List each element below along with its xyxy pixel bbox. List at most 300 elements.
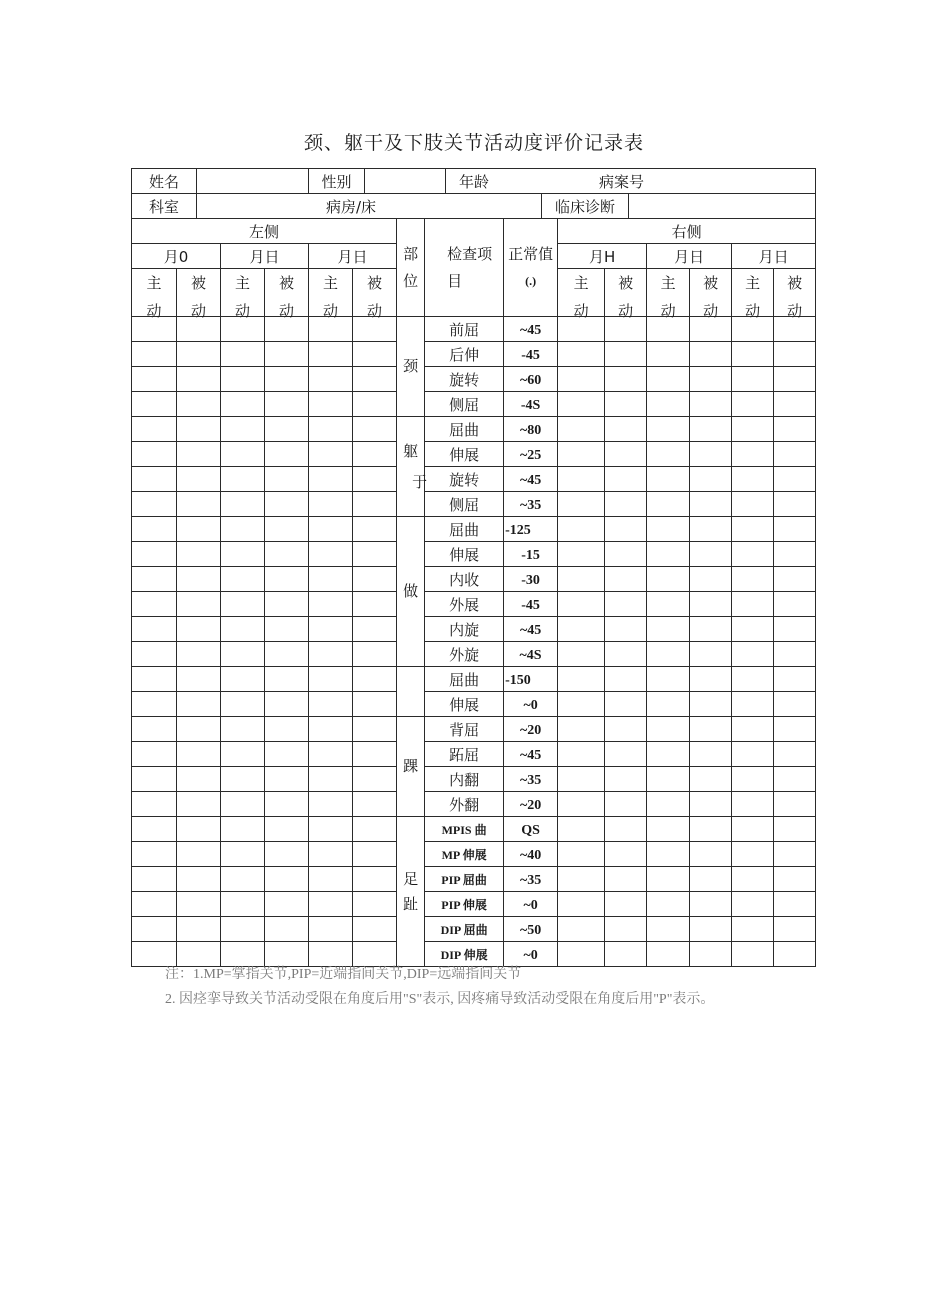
right-record-cell — [732, 742, 774, 767]
normal-value-cell: -15 — [504, 542, 558, 567]
right-record-cell — [774, 742, 816, 767]
left-record-cell — [353, 542, 397, 567]
right-record-cell — [647, 467, 690, 492]
right-record-cell — [605, 492, 647, 517]
patient-info-row-2 — [131, 193, 816, 219]
right-record-cell — [647, 567, 690, 592]
exam-item-cell: MP 伸展 — [425, 842, 504, 867]
exam-item-cell: 伸展 — [425, 692, 504, 717]
left-record-cell — [309, 542, 353, 567]
table-row — [132, 342, 816, 367]
exam-item-cell: 前屈 — [425, 317, 504, 342]
left-record-cell — [265, 792, 309, 817]
right-record-cell — [774, 942, 816, 967]
exam-item-cell: MPIS 曲 — [425, 817, 504, 842]
right-record-cell — [647, 742, 690, 767]
right-record-cell — [732, 642, 774, 667]
left-record-cell — [132, 517, 177, 542]
left-record-cell — [353, 592, 397, 617]
right-record-cell — [690, 392, 732, 417]
right-date-3: 月日 — [732, 244, 816, 269]
measurement-rows — [132, 317, 816, 967]
left-record-cell — [309, 517, 353, 542]
left-record-cell — [353, 792, 397, 817]
left-record-cell — [265, 417, 309, 442]
left-record-cell — [265, 692, 309, 717]
left-record-cell — [353, 617, 397, 642]
left-date-3: 月日 — [309, 244, 397, 269]
active-label: 主动 — [323, 274, 339, 320]
right-record-cell — [732, 517, 774, 542]
right-record-cell — [732, 867, 774, 892]
right-record-cell — [558, 867, 605, 892]
normal-value-cell: ~35 — [504, 767, 558, 792]
right-record-cell — [647, 392, 690, 417]
left-record-cell — [221, 742, 265, 767]
right-record-cell — [558, 692, 605, 717]
right-record-cell — [558, 942, 605, 967]
table-row — [132, 367, 816, 392]
right-passive-header-3 — [774, 269, 816, 320]
left-record-cell — [353, 517, 397, 542]
right-record-cell — [690, 642, 732, 667]
left-record-cell — [221, 917, 265, 942]
left-record-cell — [221, 792, 265, 817]
right-record-cell — [558, 417, 605, 442]
left-record-cell — [353, 342, 397, 367]
right-record-cell — [605, 442, 647, 467]
left-record-cell — [221, 367, 265, 392]
right-record-cell — [605, 367, 647, 392]
right-record-cell — [558, 542, 605, 567]
left-record-cell — [221, 392, 265, 417]
left-record-cell — [309, 592, 353, 617]
active-label: 主动 — [235, 274, 251, 320]
left-active-header-2 — [221, 269, 265, 320]
body-part-char: 足 — [403, 869, 419, 888]
left-record-cell — [309, 617, 353, 642]
left-record-cell — [265, 542, 309, 567]
right-record-cell — [647, 867, 690, 892]
right-date-1: 月H — [558, 244, 647, 269]
body-part-label — [403, 579, 418, 604]
left-record-cell — [132, 567, 177, 592]
body-part-cell — [397, 317, 425, 417]
exam-item-cell: 内翻 — [425, 767, 504, 792]
normal-value-cell: ~35 — [504, 867, 558, 892]
left-record-cell — [353, 567, 397, 592]
right-record-cell — [690, 892, 732, 917]
right-record-cell — [605, 542, 647, 567]
right-record-cell — [605, 342, 647, 367]
left-record-cell — [132, 642, 177, 667]
normal-value-cell: ~0 — [504, 692, 558, 717]
left-record-cell — [177, 842, 221, 867]
right-record-cell — [774, 342, 816, 367]
right-record-cell — [690, 617, 732, 642]
right-record-cell — [732, 792, 774, 817]
table-row — [132, 517, 816, 542]
left-record-cell — [309, 917, 353, 942]
left-record-cell — [132, 692, 177, 717]
left-record-cell — [265, 767, 309, 792]
left-record-cell — [177, 467, 221, 492]
normal-value-cell: ~0 — [504, 892, 558, 917]
right-record-cell — [732, 817, 774, 842]
right-record-cell — [774, 717, 816, 742]
normal-value-cell: ~0 — [504, 942, 558, 967]
exam-item-cell: 屈曲 — [425, 417, 504, 442]
left-record-cell — [132, 917, 177, 942]
body-part-label — [403, 867, 418, 917]
normal-value-cell: ~25 — [504, 442, 558, 467]
right-record-cell — [774, 517, 816, 542]
right-record-cell — [774, 542, 816, 567]
left-record-cell — [132, 867, 177, 892]
left-record-cell — [309, 492, 353, 517]
left-passive-header-2 — [265, 269, 309, 320]
body-part-cell — [397, 517, 425, 667]
left-record-cell — [132, 892, 177, 917]
right-record-cell — [732, 342, 774, 367]
right-record-cell — [690, 417, 732, 442]
sex-label: 性别 — [309, 169, 365, 194]
table-row — [132, 542, 816, 567]
exam-item-cell: 伸展 — [425, 442, 504, 467]
right-record-cell — [774, 667, 816, 692]
right-record-cell — [732, 467, 774, 492]
right-record-cell — [558, 442, 605, 467]
name-label: 姓名 — [132, 169, 197, 194]
left-record-cell — [353, 417, 397, 442]
left-record-cell — [353, 742, 397, 767]
right-record-cell — [690, 817, 732, 842]
left-record-cell — [177, 742, 221, 767]
table-row — [132, 492, 816, 517]
right-record-cell — [558, 492, 605, 517]
right-record-cell — [647, 792, 690, 817]
right-record-cell — [605, 592, 647, 617]
right-record-cell — [605, 892, 647, 917]
right-record-cell — [647, 917, 690, 942]
right-record-cell — [605, 692, 647, 717]
right-record-cell — [605, 717, 647, 742]
left-record-cell — [265, 892, 309, 917]
right-active-header-2 — [647, 269, 690, 320]
left-record-cell — [221, 417, 265, 442]
exam-item-cell: 旋转 — [425, 367, 504, 392]
normal-value-unit: (.) — [525, 273, 537, 288]
left-record-cell — [353, 467, 397, 492]
right-record-cell — [774, 592, 816, 617]
left-active-header-3 — [309, 269, 353, 320]
table-row — [132, 892, 816, 917]
range-of-motion-table — [131, 218, 816, 967]
right-record-cell — [732, 617, 774, 642]
left-record-cell — [177, 492, 221, 517]
left-record-cell — [353, 892, 397, 917]
right-record-cell — [558, 667, 605, 692]
exam-item-cell: 屈曲 — [425, 517, 504, 542]
active-label: 主动 — [146, 274, 162, 320]
department-label: 科室 — [132, 194, 197, 219]
left-record-cell — [265, 367, 309, 392]
right-record-cell — [774, 567, 816, 592]
exam-item-cell: DIP 伸展 — [425, 942, 504, 967]
age-record-cell — [446, 169, 816, 194]
normal-value-cell: ~60 — [504, 367, 558, 392]
left-record-cell — [132, 542, 177, 567]
right-record-cell — [558, 717, 605, 742]
right-record-cell — [774, 492, 816, 517]
right-record-cell — [690, 467, 732, 492]
body-part-cell — [397, 717, 425, 817]
table-row — [132, 742, 816, 767]
left-passive-header-3 — [353, 269, 397, 320]
right-record-cell — [732, 567, 774, 592]
table-row — [132, 767, 816, 792]
table-row — [132, 617, 816, 642]
diagnosis-label: 临床诊断 — [542, 194, 629, 219]
right-record-cell — [605, 942, 647, 967]
left-active-header-1 — [132, 269, 177, 320]
right-record-cell — [647, 717, 690, 742]
ward-bed-label: 病房/床 — [197, 194, 542, 219]
active-label: 主动 — [573, 274, 589, 320]
normal-value-cell: ~50 — [504, 917, 558, 942]
left-record-cell — [221, 567, 265, 592]
table-row — [132, 917, 816, 942]
left-record-cell — [177, 642, 221, 667]
normal-value-cell: ~40 — [504, 842, 558, 867]
table-row — [132, 942, 816, 967]
right-record-cell — [605, 792, 647, 817]
table-row — [132, 817, 816, 842]
right-record-cell — [690, 592, 732, 617]
right-record-cell — [690, 542, 732, 567]
left-record-cell — [265, 342, 309, 367]
right-record-cell — [647, 492, 690, 517]
left-record-cell — [309, 817, 353, 842]
left-record-cell — [353, 692, 397, 717]
left-record-cell — [177, 717, 221, 742]
normal-value-cell: -125 — [504, 517, 558, 542]
left-record-cell — [177, 342, 221, 367]
table-row — [132, 867, 816, 892]
right-passive-header-2 — [690, 269, 732, 320]
normal-value-header — [504, 219, 558, 317]
right-record-cell — [690, 492, 732, 517]
body-part-char: 做 — [403, 582, 419, 600]
exam-item-cell: 旋转 — [425, 467, 504, 492]
left-record-cell — [309, 942, 353, 967]
left-record-cell — [221, 667, 265, 692]
right-record-cell — [647, 592, 690, 617]
right-active-header-3 — [732, 269, 774, 320]
left-record-cell — [353, 667, 397, 692]
body-part-char: 于 — [412, 472, 428, 491]
normal-value-cell: ~20 — [504, 792, 558, 817]
left-record-cell — [265, 467, 309, 492]
table-row — [132, 442, 816, 467]
right-record-cell — [558, 517, 605, 542]
left-record-cell — [353, 717, 397, 742]
right-record-cell — [558, 567, 605, 592]
right-record-cell — [647, 667, 690, 692]
left-record-cell — [353, 642, 397, 667]
right-record-cell — [690, 442, 732, 467]
body-part-label — [403, 354, 418, 379]
right-record-cell — [647, 767, 690, 792]
right-record-cell — [774, 442, 816, 467]
right-record-cell — [732, 392, 774, 417]
left-record-cell — [221, 617, 265, 642]
left-record-cell — [132, 667, 177, 692]
left-record-cell — [265, 667, 309, 692]
right-record-cell — [558, 892, 605, 917]
table-row — [132, 717, 816, 742]
left-record-cell — [132, 467, 177, 492]
right-record-cell — [647, 642, 690, 667]
right-record-cell — [605, 567, 647, 592]
table-row — [132, 417, 816, 442]
exam-item-cell: 内收 — [425, 567, 504, 592]
body-part-label — [403, 754, 418, 779]
body-part-cell — [397, 817, 425, 967]
left-record-cell — [353, 842, 397, 867]
right-record-cell — [774, 792, 816, 817]
right-record-cell — [774, 642, 816, 667]
left-record-cell — [353, 367, 397, 392]
left-record-cell — [132, 767, 177, 792]
left-record-cell — [221, 942, 265, 967]
right-record-cell — [732, 592, 774, 617]
left-record-cell — [309, 417, 353, 442]
right-record-cell — [647, 417, 690, 442]
footnote-1: 注：1.MP=掌指关节,PIP=近端指间关节,DIP=远端指间关节 — [165, 967, 522, 982]
normal-value-header-label: 正常值 — [508, 244, 554, 263]
left-date-1: 月0 — [132, 244, 221, 269]
right-record-cell — [774, 817, 816, 842]
exam-item-cell: 背屈 — [425, 717, 504, 742]
left-record-cell — [177, 392, 221, 417]
left-record-cell — [132, 792, 177, 817]
right-record-cell — [690, 767, 732, 792]
left-record-cell — [309, 567, 353, 592]
left-record-cell — [177, 592, 221, 617]
record-form — [131, 168, 816, 967]
table-row — [132, 392, 816, 417]
left-record-cell — [221, 867, 265, 892]
right-record-cell — [605, 767, 647, 792]
left-record-cell — [265, 517, 309, 542]
left-record-cell — [177, 417, 221, 442]
right-record-cell — [774, 467, 816, 492]
right-record-cell — [605, 917, 647, 942]
left-record-cell — [353, 942, 397, 967]
right-record-cell — [605, 617, 647, 642]
left-record-cell — [309, 342, 353, 367]
left-record-cell — [132, 492, 177, 517]
left-record-cell — [132, 742, 177, 767]
right-active-header-1 — [558, 269, 605, 320]
left-passive-header-1 — [177, 269, 221, 320]
normal-value-cell: -150 — [504, 667, 558, 692]
right-record-cell — [558, 792, 605, 817]
left-record-cell — [132, 842, 177, 867]
right-record-cell — [558, 642, 605, 667]
right-record-cell — [690, 842, 732, 867]
age-label: 年龄 — [459, 172, 490, 191]
right-record-cell — [558, 742, 605, 767]
left-record-cell — [221, 717, 265, 742]
left-record-cell — [177, 767, 221, 792]
exam-item-cell: 伸展 — [425, 542, 504, 567]
left-record-cell — [309, 442, 353, 467]
exam-item-cell: 内旋 — [425, 617, 504, 642]
left-record-cell — [265, 917, 309, 942]
right-record-cell — [774, 867, 816, 892]
right-record-cell — [732, 917, 774, 942]
right-record-cell — [690, 917, 732, 942]
left-record-cell — [353, 442, 397, 467]
left-record-cell — [309, 392, 353, 417]
table-row — [132, 567, 816, 592]
table-row — [132, 792, 816, 817]
right-record-cell — [558, 917, 605, 942]
left-record-cell — [221, 817, 265, 842]
left-record-cell — [309, 642, 353, 667]
left-record-cell — [353, 492, 397, 517]
right-record-cell — [605, 867, 647, 892]
body-part-cell — [397, 667, 425, 717]
left-record-cell — [221, 767, 265, 792]
active-label: 主动 — [660, 274, 676, 320]
right-record-cell — [605, 667, 647, 692]
right-record-cell — [690, 567, 732, 592]
left-record-cell — [309, 467, 353, 492]
record-number-label: 病案号 — [599, 172, 645, 191]
sex-field — [365, 169, 446, 194]
left-record-cell — [221, 892, 265, 917]
active-label: 主动 — [745, 274, 761, 320]
left-record-cell — [177, 542, 221, 567]
left-record-cell — [132, 617, 177, 642]
passive-label: 被动 — [367, 274, 383, 320]
right-record-cell — [732, 842, 774, 867]
left-record-cell — [177, 667, 221, 692]
right-record-cell — [774, 692, 816, 717]
right-record-cell — [732, 667, 774, 692]
table-row — [132, 467, 816, 492]
left-record-cell — [309, 867, 353, 892]
body-part-char: 躯 — [403, 441, 419, 460]
right-record-cell — [774, 617, 816, 642]
exam-item-cell: 跖屈 — [425, 742, 504, 767]
left-record-cell — [132, 942, 177, 967]
right-record-cell — [732, 492, 774, 517]
normal-value-cell: -4S — [504, 392, 558, 417]
right-record-cell — [647, 542, 690, 567]
normal-value-cell: ~4S — [504, 642, 558, 667]
left-record-cell — [265, 842, 309, 867]
body-part-char: 颈 — [403, 357, 419, 375]
left-record-cell — [221, 692, 265, 717]
right-record-cell — [690, 942, 732, 967]
left-record-cell — [132, 442, 177, 467]
left-record-cell — [265, 717, 309, 742]
right-record-cell — [605, 392, 647, 417]
